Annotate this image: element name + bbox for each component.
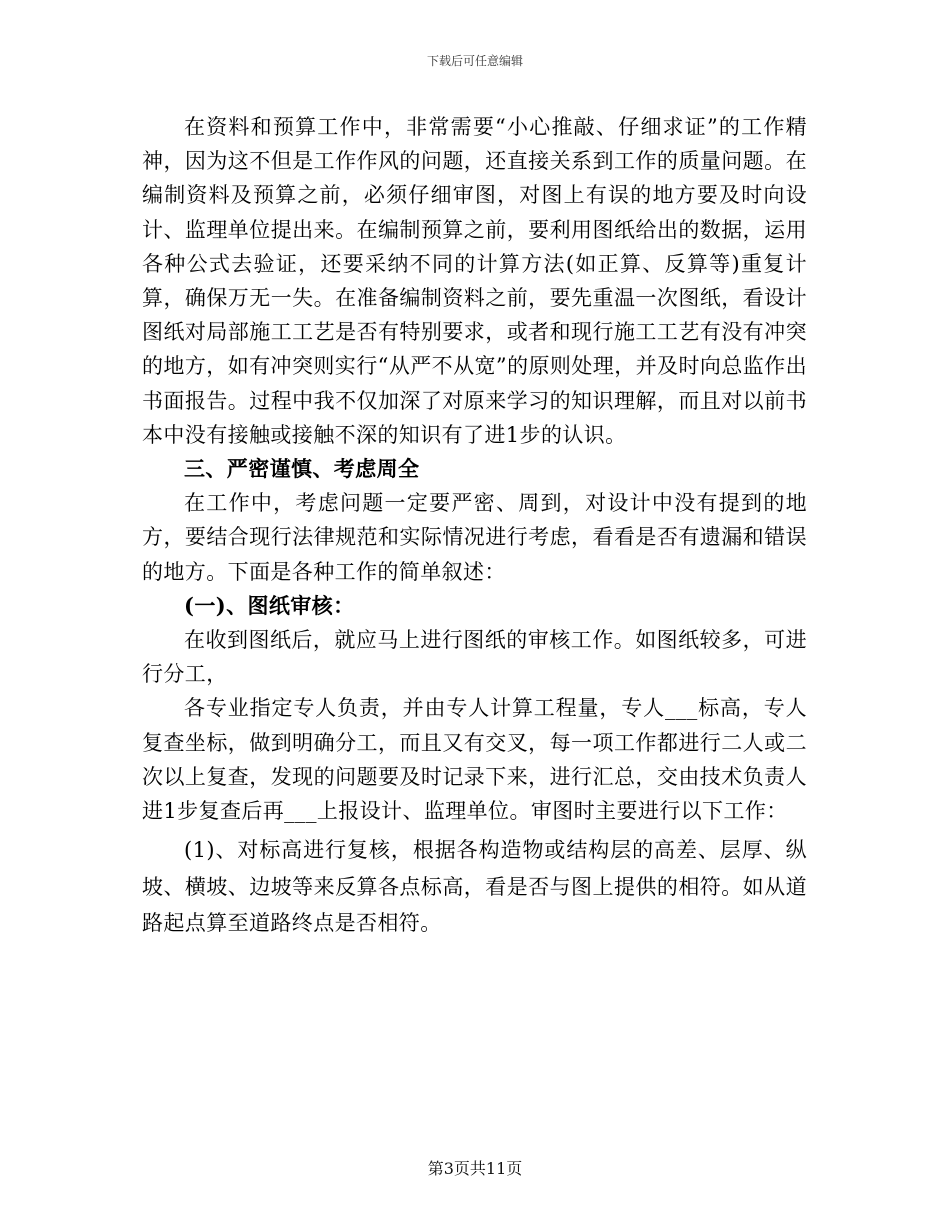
- subsection-heading-drawing-review: (一)、图纸审核：: [184, 592, 355, 618]
- page-header: 下载后可任意编辑: [426, 54, 523, 68]
- paragraph-elevation-check: (1)、对标高进行复核，根据各构造物或结构层的高差、层厚、纵坡、横坡、边坡等来反算各点标高，看是否与图上提供的相符。如从道路起点算至道路终点是否相符。: [142, 838, 807, 936]
- paragraph-data-budget: 在资料和预算工作中，非常需要“小心推敲、仔细求证”的工作精神，因为这不但是工作作风的问题，还直接关系到工作的质量问题。在编制资料及预算之前，必须仔细审图，对图上有误的地方要及时向设计、监理单位提出来。在编制预算之前，要利用图纸给出的数据，运用各种公式去验证，还要采纳不同的计算方法(如正算、反算等)重复计算，确保万无一失。在准备编制资料之前，要先重温一次图纸，看设计图纸对局部施工工艺是否有特别要求，或者和现行施工工艺有没有冲突的地方，如有冲突则实行“从严不从宽”的原则处理，并及时向总监作出书面报告。过程中我不仅加深了对原来学习的知识理解，而且对以前书本中没有接触或接触不深的知识有了进1步的认识。: [142, 115, 807, 447]
- section-heading-3: 三、严密谨慎、考虑周全: [184, 456, 420, 482]
- paragraph-careful-consideration: 在工作中，考虑问题一定要严密、周到，对设计中没有提到的地方，要结合现行法律规范和实际情况进行考虑，看看是否有遗漏和错误的地方。下面是各种工作的简单叙述：: [142, 491, 807, 584]
- page-footer: 第3页共11页: [427, 1159, 523, 1178]
- paragraph-division-of-work: 各专业指定专人负责，并由专人计算工程量，专人___标高，专人复查坐标，做到明确分工，而且又有交叉，每一项工作都进行二人或二次以上复查，发现的问题要及时记录下来，进行汇总，交由技术负责人进1步复查后再___上报设计、监理单位。审图时主要进行以下工作：: [142, 696, 807, 824]
- document-body: [142, 110, 807, 942]
- paragraph-drawing-receipt: 在收到图纸后，就应马上进行图纸的审核工作。如图纸较多，可进行分工，: [142, 628, 807, 687]
